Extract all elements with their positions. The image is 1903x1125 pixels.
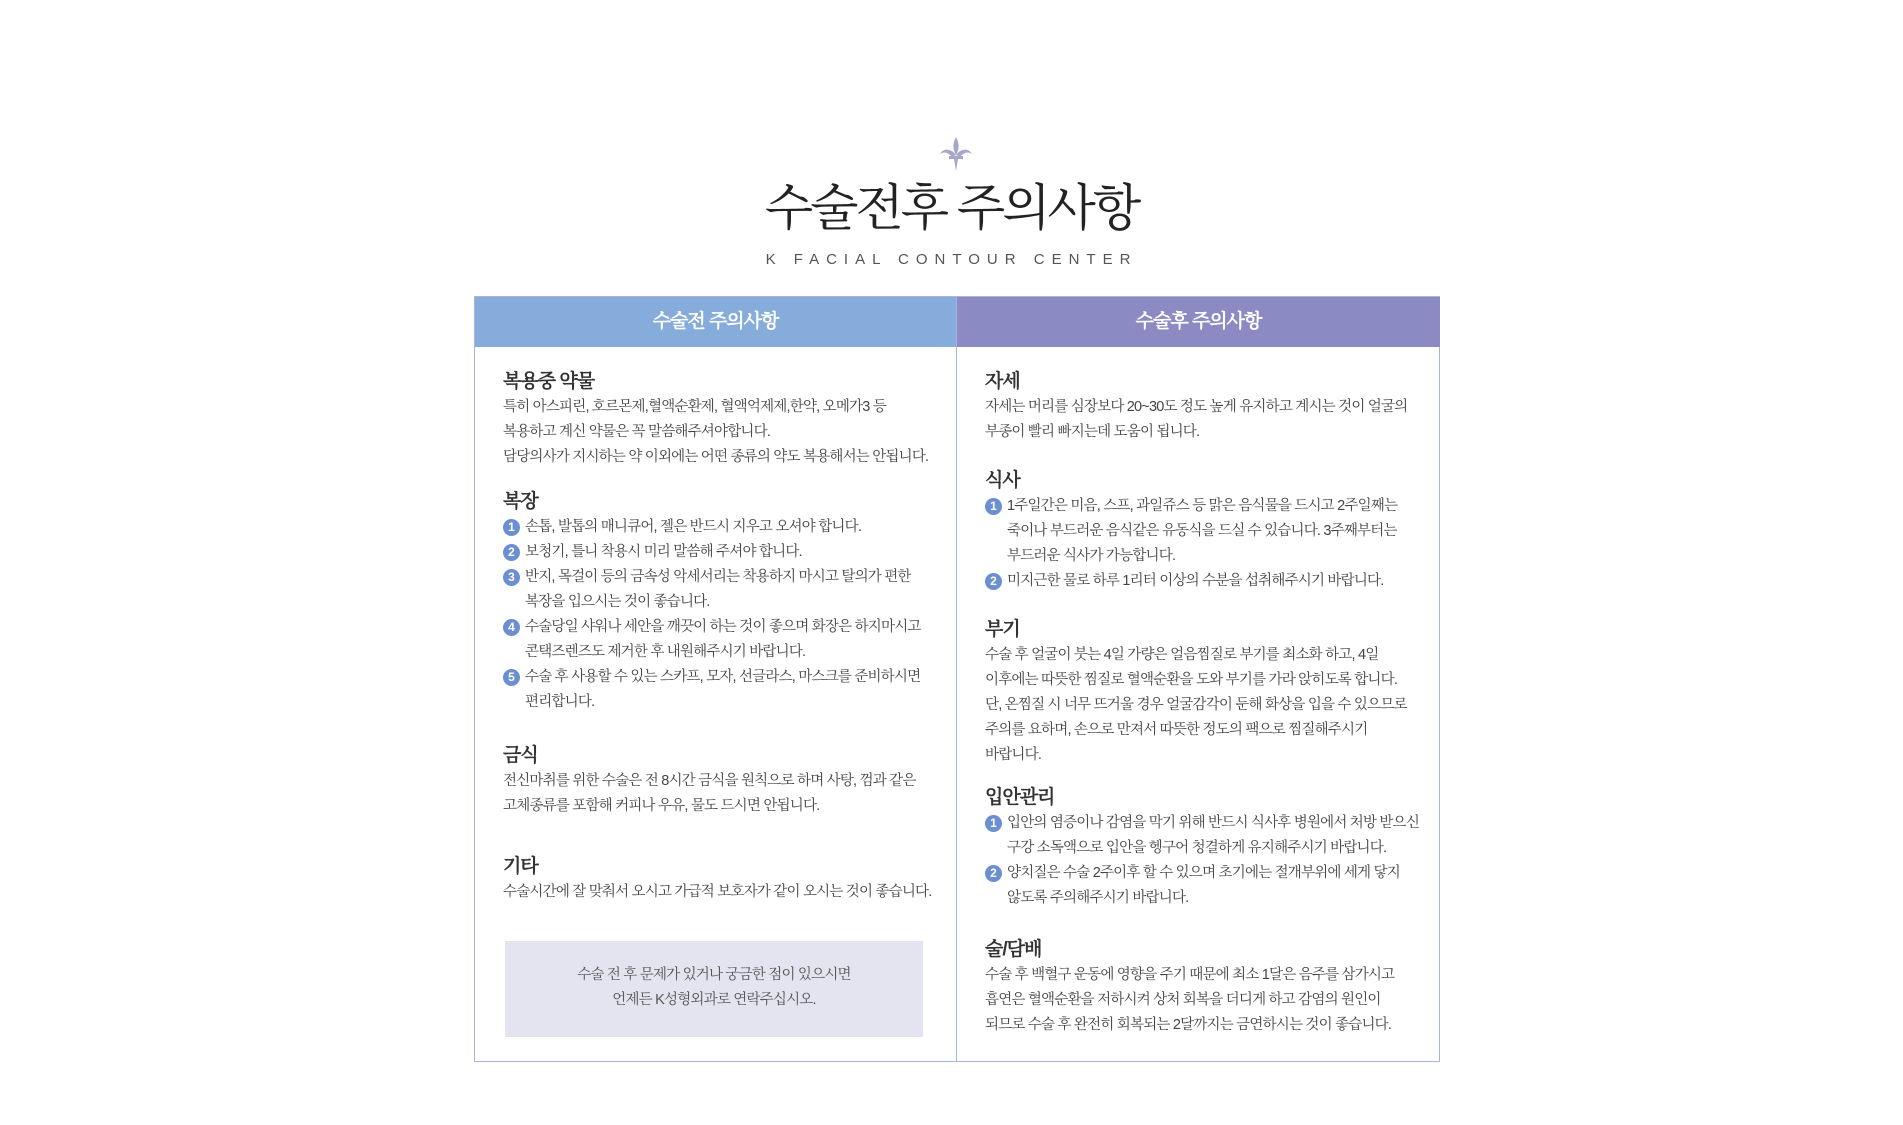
number-badge: 3 <box>503 569 520 586</box>
text-line: 부종이 빨리 빠지는데 도움이 됩니다. <box>985 424 1200 440</box>
number-badge: 1 <box>985 815 1002 832</box>
pre-surgery-column <box>475 297 956 1061</box>
number-badge: 2 <box>985 573 1002 590</box>
oral-care-section <box>985 785 1420 911</box>
post-surgery-heading: 수술후 주의사항 <box>957 297 1440 347</box>
posture-section <box>985 369 1420 445</box>
page-title: 수술전후 주의사항 <box>764 180 1139 236</box>
section-title: 복장 <box>503 491 538 512</box>
text-line: 수술 후 백혈구 운동에 영향을 주기 때문에 최소 1달은 음주를 삼가시고 <box>985 967 1395 983</box>
list-item <box>503 615 936 665</box>
text-line: 콘택즈렌즈도 제거한 후 내원해주시기 바랍니다. <box>525 644 806 660</box>
text-line: 반지, 목걸이 등의 금속성 악세서리는 착용하지 마시고 탈의가 편한 <box>525 569 911 585</box>
text-line: 주의를 요하며, 손으로 만져서 따뜻한 정도의 팩으로 찜질해주시기 <box>985 722 1368 738</box>
post-surgery-column <box>956 297 1440 1061</box>
text-line: 1주일간은 미음, 스프, 과일쥬스 등 맑은 음식물을 드시고 2주일째는 <box>1007 498 1398 514</box>
meal-section <box>985 468 1420 594</box>
text-line: 죽이나 부드러운 음식같은 유동식을 드실 수 있습니다. 3주째부터는 <box>1007 523 1397 539</box>
etc-section <box>503 854 936 905</box>
text-line: 않도록 주의해주시기 바랍니다. <box>1007 890 1189 906</box>
text-line: 전신마취를 위한 수술은 전 8시간 금식을 원칙으로 하며 사탕, 껌과 같은 <box>503 773 916 789</box>
text-line: 구강 소독액으로 입안을 헹구어 청결하게 유지해주시기 바랍니다. <box>1007 840 1387 856</box>
notice-line: 수술 전 후 문제가 있거나 궁금한 점이 있으시면 <box>577 967 851 983</box>
text-line: 수술 후 사용할 수 있는 스카프, 모자, 선글라스, 마스크를 준비하시면 <box>525 669 921 685</box>
contact-notice-box <box>505 941 923 1037</box>
number-badge: 1 <box>985 498 1002 515</box>
text-line: 부드러운 식사가 가능합니다. <box>1007 548 1176 564</box>
text-line: 이후에는 따뜻한 찜질로 혈액순환을 도와 부기를 가라 앉히도록 합니다. <box>985 672 1398 688</box>
fasting-section <box>503 743 936 819</box>
list-item <box>985 569 1420 594</box>
list-item <box>503 540 936 565</box>
list-item <box>985 494 1420 569</box>
text-line: 수술당일 샤워나 세안을 깨끗이 하는 것이 좋으며 화장은 하지마시고 <box>525 619 921 635</box>
section-title: 복용중 약물 <box>503 371 595 392</box>
text-line: 복장을 입으시는 것이 좋습니다. <box>525 594 710 610</box>
text-line: 바랍니다. <box>985 747 1042 763</box>
section-title: 술/담배 <box>985 939 1042 960</box>
section-title: 금식 <box>503 745 538 766</box>
list-item <box>503 665 936 715</box>
text-line: 특히 아스피린, 호르몬제,혈액순환제, 혈액억제제,한약, 오메가3 등 <box>503 399 886 415</box>
text-line: 단, 온찜질 시 너무 뜨거울 경우 얼굴감각이 둔해 화상을 입을 수 있으므로 <box>985 697 1407 713</box>
text-line: 담당의사가 지시하는 약 이외에는 어떤 종류의 약도 복용해서는 안됩니다. <box>503 449 929 465</box>
text-line: 고체종류를 포함해 커피나 우유, 물도 드시면 안됩니다. <box>503 798 820 814</box>
text-line: 자세는 머리를 심장보다 20~30도 정도 높게 유지하고 계시는 것이 얼굴의 <box>985 399 1408 415</box>
notice-line: 언제든 K성형외과로 연락주십시오. <box>612 992 816 1008</box>
clothing-section <box>503 489 936 715</box>
text-line: 수술시간에 잘 맞춰서 오시고 가급적 보호자가 같이 오시는 것이 좋습니다. <box>503 884 932 900</box>
text-line: 복용하고 계신 약물은 꼭 말씀해주셔야합니다. <box>503 424 771 440</box>
number-badge: 5 <box>503 669 520 686</box>
text-line: 수술 후 얼굴이 붓는 4일 가량은 얼음찜질로 부기를 최소화 하고, 4일 <box>985 647 1379 663</box>
text-line: 흡연은 혈액순환을 저하시켜 상처 회복을 더디게 하고 감염의 원인이 <box>985 992 1381 1008</box>
text-line: 양치질은 수술 2주이후 할 수 있으며 초기에는 절개부위에 세게 닿지 <box>1007 865 1400 881</box>
text-line: 미지근한 물로 하루 1리터 이상의 수분을 섭취해주시기 바랍니다. <box>1007 573 1384 589</box>
pre-surgery-heading: 수술전 주의사항 <box>475 297 956 347</box>
section-title: 식사 <box>985 470 1020 491</box>
section-title: 기타 <box>503 856 538 877</box>
list-item <box>985 811 1420 861</box>
number-badge: 2 <box>985 865 1002 882</box>
number-badge: 4 <box>503 619 520 636</box>
number-badge: 2 <box>503 544 520 561</box>
list-item <box>503 515 936 540</box>
swelling-section <box>985 617 1420 768</box>
number-badge: 1 <box>503 519 520 536</box>
text-line: 손톱, 발톱의 매니큐어, 젤은 반드시 지우고 오셔야 합니다. <box>525 519 862 535</box>
text-line: 편리합니다. <box>525 694 595 710</box>
alcohol-smoking-section <box>985 937 1420 1038</box>
text-line: 되므로 수술 후 완전히 회복되는 2달까지는 금연하시는 것이 좋습니다. <box>985 1017 1392 1033</box>
list-item <box>985 861 1420 911</box>
section-title: 자세 <box>985 371 1020 392</box>
fleur-de-lis-icon <box>936 135 976 175</box>
precautions-panel <box>474 296 1440 1062</box>
section-title: 입안관리 <box>985 787 1055 808</box>
medication-section <box>503 369 936 470</box>
text-line: 입안의 염증이나 감염을 막기 위해 반드시 식사후 병원에서 처방 받으신 <box>1007 815 1420 831</box>
page-subtitle: K FACIAL CONTOUR CENTER <box>765 251 1138 268</box>
section-title: 부기 <box>985 619 1020 640</box>
list-item <box>503 565 936 615</box>
text-line: 보청기, 틀니 착용시 미리 말씀해 주셔야 합니다. <box>525 544 802 560</box>
